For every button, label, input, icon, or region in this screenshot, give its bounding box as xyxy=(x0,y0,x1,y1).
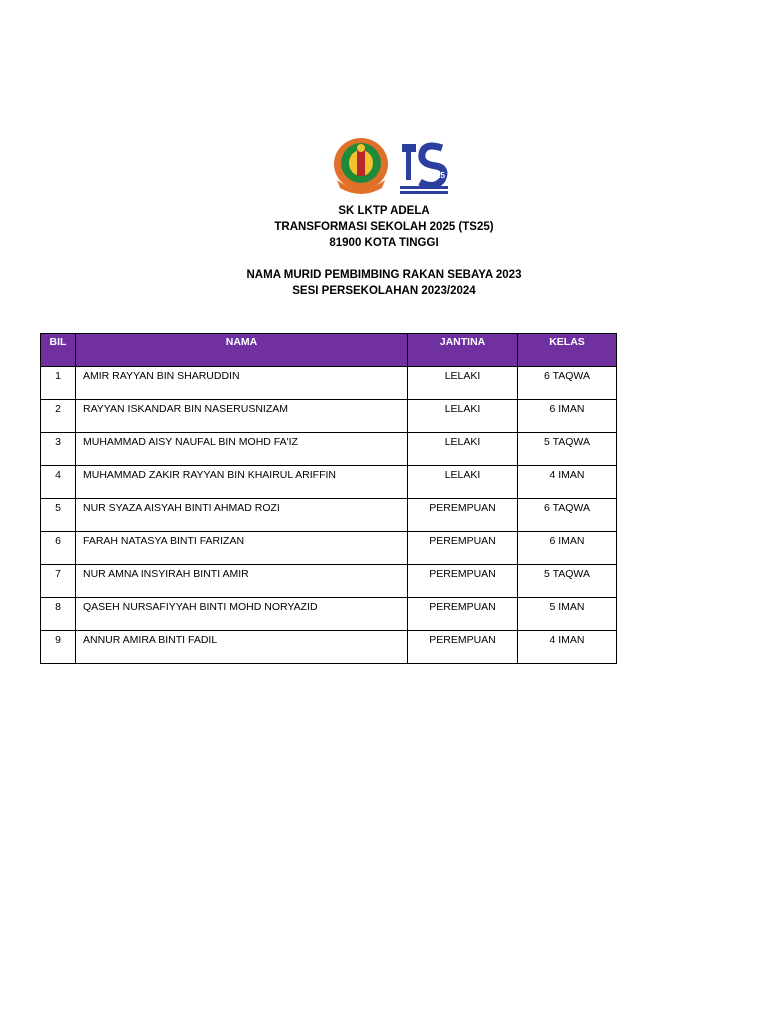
table-row xyxy=(41,532,617,565)
cell-kelas: 4 IMAN xyxy=(518,631,617,664)
program-name: TRANSFORMASI SEKOLAH 2025 (TS25) xyxy=(274,221,494,233)
cell-bil: 6 xyxy=(41,532,76,565)
table-row xyxy=(41,466,617,499)
cell-jantina: PEREMPUAN xyxy=(408,565,518,598)
cell-kelas: 6 TAQWA xyxy=(518,367,617,400)
school-address: 81900 KOTA TINGGI xyxy=(329,237,439,249)
table-row xyxy=(41,631,617,664)
cell-kelas: 6 IMAN xyxy=(518,532,617,565)
document-session: SESI PERSEKOLAHAN 2023/2024 xyxy=(292,285,476,297)
cell-jantina: PEREMPUAN xyxy=(408,598,518,631)
cell-nama: RAYYAN ISKANDAR BIN NASERUSNIZAM xyxy=(76,400,408,433)
cell-bil: 8 xyxy=(41,598,76,631)
cell-kelas: 5 IMAN xyxy=(518,598,617,631)
table-row xyxy=(41,565,617,598)
cell-kelas: 5 TAQWA xyxy=(518,565,617,598)
column-header-jantina: JANTINA xyxy=(408,334,518,367)
column-header-kelas: KELAS xyxy=(518,334,617,367)
cell-bil: 2 xyxy=(41,400,76,433)
cell-jantina: PEREMPUAN xyxy=(408,532,518,565)
table-row xyxy=(41,598,617,631)
document-title: NAMA MURID PEMBIMBING RAKAN SEBAYA 2023 xyxy=(246,269,522,281)
ts25-logo xyxy=(396,138,452,196)
cell-bil: 1 xyxy=(41,367,76,400)
cell-jantina: LELAKI xyxy=(408,433,518,466)
logos xyxy=(330,136,454,198)
cell-jantina: PEREMPUAN xyxy=(408,499,518,532)
cell-nama: MUHAMMAD AISY NAUFAL BIN MOHD FA'IZ xyxy=(76,433,408,466)
school-crest-logo xyxy=(330,136,392,198)
cell-jantina: PEREMPUAN xyxy=(408,631,518,664)
table-header-row xyxy=(41,334,617,367)
cell-nama: FARAH NATASYA BINTI FARIZAN xyxy=(76,532,408,565)
cell-jantina: LELAKI xyxy=(408,400,518,433)
cell-nama: NUR AMNA INSYIRAH BINTI AMIR xyxy=(76,565,408,598)
table-row xyxy=(41,433,617,466)
cell-bil: 9 xyxy=(41,631,76,664)
document-header xyxy=(0,203,768,299)
cell-nama: QASEH NURSAFIYYAH BINTI MOHD NORYAZID xyxy=(76,598,408,631)
cell-jantina: LELAKI xyxy=(408,466,518,499)
cell-nama: ANNUR AMIRA BINTI FADIL xyxy=(76,631,408,664)
cell-jantina: LELAKI xyxy=(408,367,518,400)
student-table xyxy=(40,333,617,664)
cell-kelas: 6 IMAN xyxy=(518,400,617,433)
svg-text:25: 25 xyxy=(436,171,445,180)
cell-nama: NUR SYAZA AISYAH BINTI AHMAD ROZI xyxy=(76,499,408,532)
cell-kelas: 6 TAQWA xyxy=(518,499,617,532)
column-header-bil: BIL xyxy=(41,334,76,367)
cell-nama: AMIR RAYYAN BIN SHARUDDIN xyxy=(76,367,408,400)
cell-kelas: 5 TAQWA xyxy=(518,433,617,466)
table-row xyxy=(41,400,617,433)
table-row xyxy=(41,499,617,532)
table-row xyxy=(41,367,617,400)
cell-bil: 5 xyxy=(41,499,76,532)
cell-bil: 7 xyxy=(41,565,76,598)
column-header-nama: NAMA xyxy=(76,334,408,367)
school-name: SK LKTP ADELA xyxy=(338,205,430,217)
cell-bil: 3 xyxy=(41,433,76,466)
cell-nama: MUHAMMAD ZAKIR RAYYAN BIN KHAIRUL ARIFFIN xyxy=(76,466,408,499)
cell-kelas: 4 IMAN xyxy=(518,466,617,499)
cell-bil: 4 xyxy=(41,466,76,499)
